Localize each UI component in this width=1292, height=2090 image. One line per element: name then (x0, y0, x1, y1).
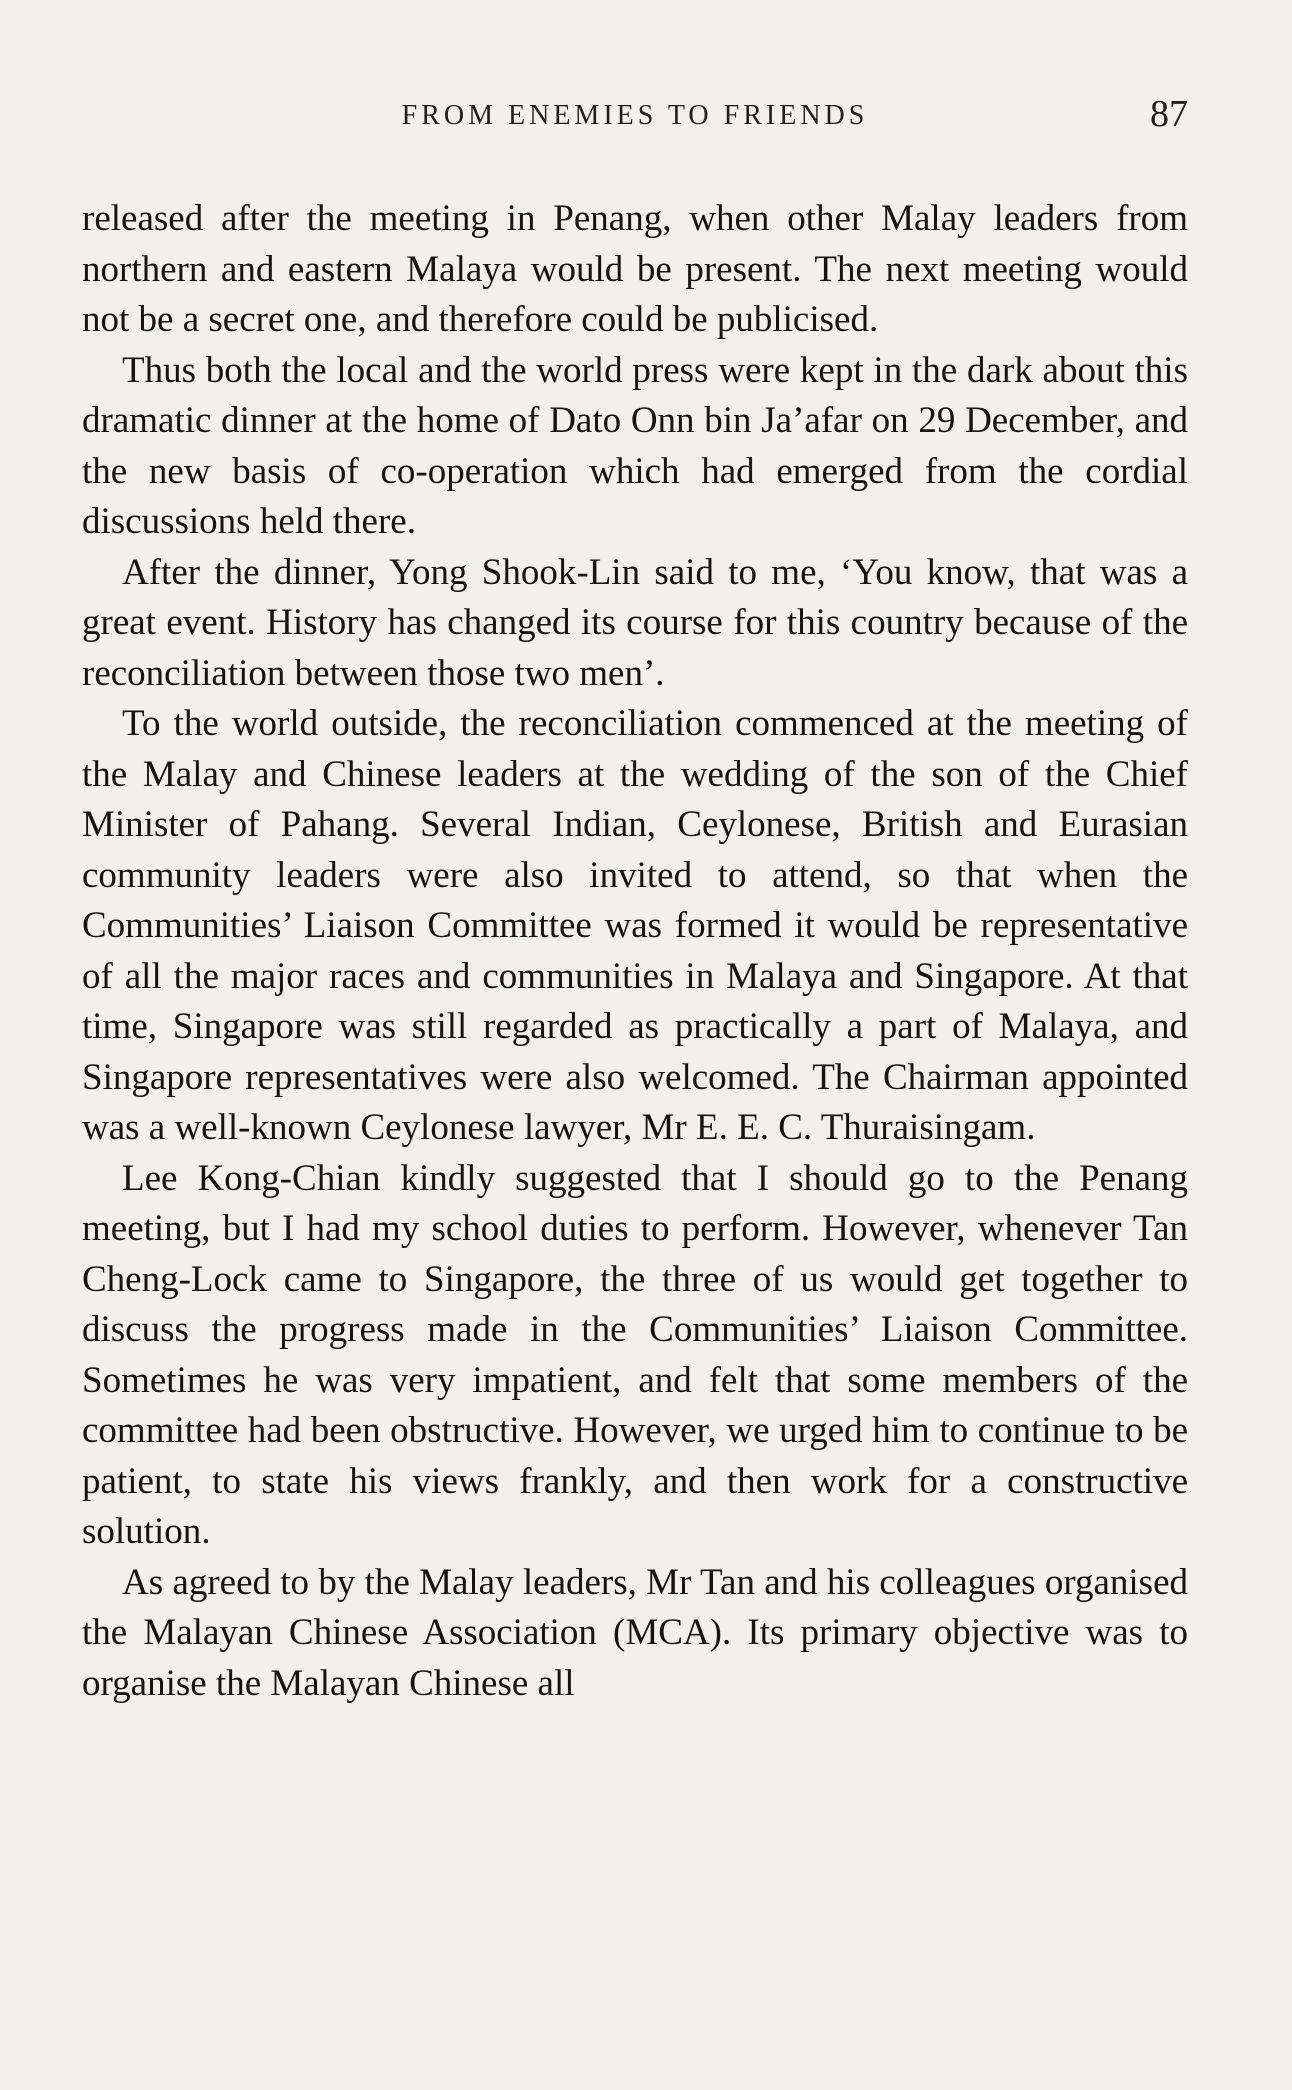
body-text (82, 194, 1188, 1709)
paragraph-4: To the world outside, the reconciliation commenced at the meeting of the Malay and Chinese leaders at the wedding of the son of the Chief Minister of Pahang. Several Indian, Ceylonese, British and Eurasian community leaders were also invited to attend, so that when the Communities’ Liaison Committee was formed it would be representative of all the major races and communities in Malaya and Singapore. At that time, Singapore was still regarded as practically a part of Malaya, and Singapore representatives were also welcomed. The Chairman appointed was a well-known Ceylonese lawyer, Mr E. E. C. Thuraisingam. (82, 703, 1188, 1148)
page-number: 87 (1150, 93, 1188, 135)
paragraph-6: As agreed to by the Malay leaders, Mr Tan and his colleagues organised the Malayan Chinese Association (MCA). Its primary objective was to organise the Malayan Chinese all (82, 1561, 1188, 1704)
running-title: FROM ENEMIES TO FRIENDS (401, 100, 869, 131)
page-header (82, 92, 1188, 142)
paragraph-3: After the dinner, Yong Shook-Lin said to me, ‘You know, that was a great event. History has changed its course for this country because of the reconciliation between those two men’. (82, 551, 1188, 694)
paragraph-5: Lee Kong-Chian kindly suggested that I should go to the Penang meeting, but I had my school duties to perform. However, whenever Tan Cheng-Lock came to Singapore, the three of us would get together to discuss the progress made in the Communities’ Liaison Committee. Sometimes he was very impatient, and felt that some members of the committee had been obstructive. However, we urged him to continue to be patient, to state his views frankly, and then work for a constructive solution. (82, 1157, 1188, 1552)
paragraph-1: released after the meeting in Penang, when other Malay leaders from northern and eastern Malaya would be present. The next meeting would not be a secret one, and therefore could be publicised. (82, 198, 1188, 340)
paragraph-2: Thus both the local and the world press were kept in the dark about this dramatic dinner at the home of Dato Onn bin Ja’afar on 29 December, and the new basis of co-operation which had emerged from the cordial discussions held there. (82, 349, 1188, 542)
